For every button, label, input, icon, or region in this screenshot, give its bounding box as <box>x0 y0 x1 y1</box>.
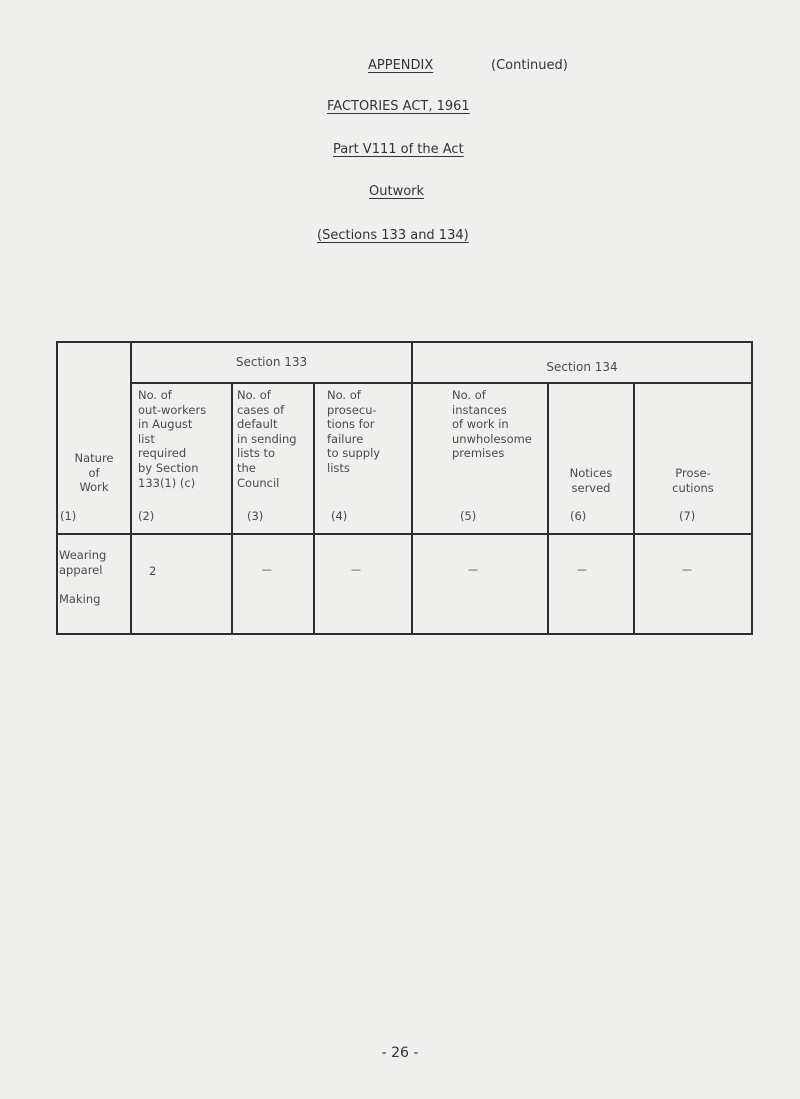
col-header-notices: Notices served <box>569 466 613 495</box>
col-divider-3 <box>313 382 315 635</box>
col-header-unwholesome: No. of instances of work in unwholesome premises <box>452 388 532 461</box>
col-header-nature: Nature of Work <box>74 451 114 495</box>
col-number-3: (3) <box>247 509 264 523</box>
group-header-section-134: Section 134 <box>546 360 618 374</box>
col-header-prosecutions: Prose- cutions <box>672 466 714 495</box>
table-top-border <box>56 341 753 343</box>
col-number-1: (1) <box>60 509 77 523</box>
header-bottom-border <box>56 533 753 535</box>
section-divider <box>411 341 413 635</box>
row-value-unwholesome: --- <box>468 563 477 576</box>
page-number: - 26 - <box>381 1045 419 1061</box>
col-header-outworkers: No. of out-workers in August list required by Section 133(1) (c) <box>138 388 207 490</box>
appendix-title: APPENDIX <box>368 58 434 73</box>
col-divider-1 <box>130 341 132 635</box>
row-value-prosecutions: --- <box>682 563 691 576</box>
subject-title: Outwork <box>369 184 425 199</box>
row-value-outworkers: 2 <box>149 564 157 578</box>
col-divider-5 <box>547 382 549 635</box>
row-value-prosecutions-failure: --- <box>351 563 360 576</box>
continued-label: (Continued) <box>491 58 568 73</box>
group-header-divider <box>130 382 753 384</box>
group-header-section-133: Section 133 <box>235 355 308 369</box>
col-number-2: (2) <box>138 509 155 523</box>
row-value-notices: --- <box>577 563 586 576</box>
row-nature-of-work: Wearing apparel Making <box>59 548 107 606</box>
act-title: FACTORIES ACT, 1961 <box>327 99 470 114</box>
table-bottom-border <box>56 633 753 635</box>
col-header-prosecutions-failure: No. of prosecu- tions for failure to supply lists <box>327 388 381 475</box>
sections-title: (Sections 133 and 134) <box>317 228 469 243</box>
col-number-6: (6) <box>570 509 587 523</box>
col-header-default-cases: No. of cases of default in sending lists to the Council <box>237 388 297 490</box>
row-value-default-cases: --- <box>262 563 271 576</box>
col-number-4: (4) <box>331 509 348 523</box>
table-right-border <box>751 341 753 635</box>
col-divider-6 <box>633 382 635 635</box>
col-number-7: (7) <box>679 509 696 523</box>
col-number-5: (5) <box>460 509 477 523</box>
col-divider-2 <box>231 382 233 635</box>
part-title: Part V111 of the Act <box>333 142 464 157</box>
